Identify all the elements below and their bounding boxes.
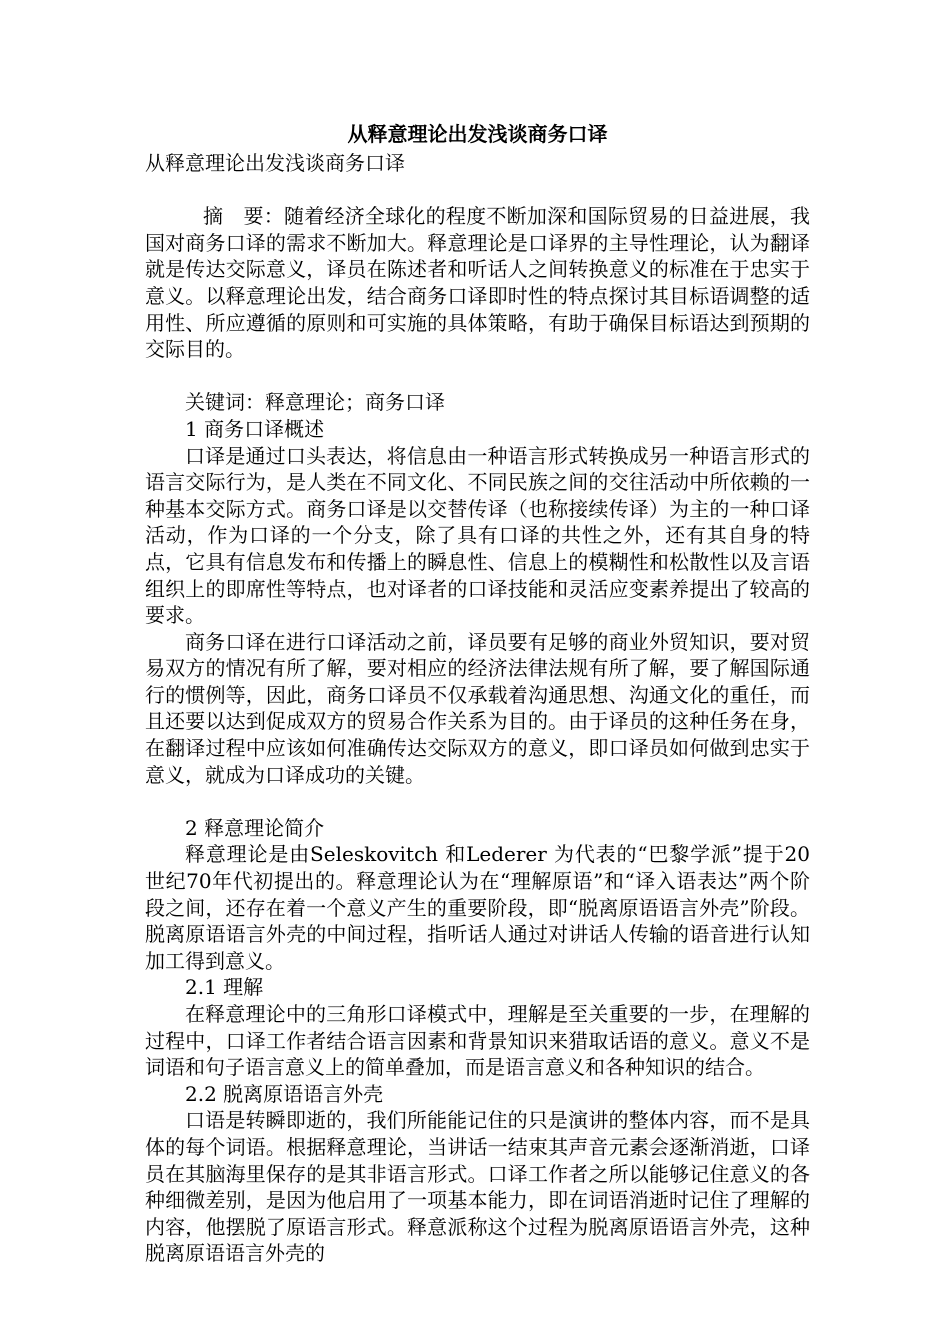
body-paragraph: 在释意理论中的三角形口译模式中，理解是至关重要的一步，在理解的过程中，口译工作者结合语言因素和背景知识来猎取话语的意义。意义不是词语和句子语言意义上的简单叠加，而是语言意义和各种知识的结合。 [145,1002,810,1080]
section-heading: 1 商务口译概述 [185,416,325,441]
blank-line [145,788,810,815]
document-title: 从释意理论出发浅谈商务口译 [347,122,608,146]
keywords-line: 关键词：释意理论；商务口译 [185,390,445,415]
document-subtitle: 从释意理论出发浅谈商务口译 [145,151,405,175]
document-body [145,118,810,1267]
abstract-paragraph: 摘 要：随着经济全球化的程度不断加深和国际贸易的日益进展，我国对商务口译的需求不断加大。释意理论是口译界的主导性理论，认为翻译就是传达交际意义，译员在陈述者和听话人之间转换意义的标准在于忠实于意义。以释意理论出发，结合商务口译即时性的特点探讨其目标语调整的适用性、所应遵循的原则和可实施的具体策略，有助于确保目标语达到预期的交际目的。 [145,204,810,362]
blank-line [145,363,810,390]
body-paragraph: 口译是通过口头表达，将信息由一种语言形式转换成另一种语言形式的语言交际行为，是人类在不同文化、不同民族之间的交往活动中所依赖的一种基本交际方式。商务口译是以交替传译（也称接续传译）为主的一种口译活动，作为口译的一个分支，除了具有口译的共性之外，还有其自身的特点，它具有信息发布和传播上的瞬息性、信息上的模糊性和松散性以及言语组织上的即席性等特点，也对译者的口译技能和灵活应变素养提出了较高的要求。 [145,443,810,628]
subsection-heading: 2.2 脱离原语语言外壳 [185,1081,384,1106]
body-paragraph: 商务口译在进行口译活动之前，译员要有足够的商业外贸知识，要对贸易双方的情况有所了解，要对相应的经济法律法规有所了解，要了解国际通行的惯例等，因此，商务口译员不仅承载着沟通思想、沟通文化的重任，而且还要以达到促成双方的贸易合作关系为目的。由于译员的这种任务在身，在翻译过程中应该如何准确传达交际双方的意义，即口译员如何做到忠实于意义，就成为口译成功的关键。 [145,629,810,787]
section-heading: 2 释意理论简介 [185,815,325,840]
subsection-heading: 2.1 理解 [185,975,264,1000]
body-paragraph: 口语是转瞬即逝的，我们所能能记住的只是演讲的整体内容，而不是具体的每个词语。根据释意理论，当讲话一结束其声音元素会逐渐消逝，口译员在其脑海里保存的是其非语言形式。口译工作者之所以能够记住意义的各种细微差别，是因为他启用了一项基本能力，即在词语消逝时记住了理解的内容，他摆脱了原语言形式。释意派称这个过程为脱离原语语言外壳，这种脱离原语语言外壳的 [145,1108,810,1266]
body-paragraph: 释意理论是由Seleskovitch 和Lederer 为代表的“巴黎学派”提于20 世纪70年代初提出的。释意理论认为在“理解原语”和“译入语表达”两个阶段之间，还存在着一个意义产生的重要阶段，即“脱离原语语言外壳”阶段。脱离原语语言外壳的中间过程，指听话人通过对讲话人传输的语音进行认知加工得到意义。 [145,842,810,973]
blank-line [145,177,810,204]
